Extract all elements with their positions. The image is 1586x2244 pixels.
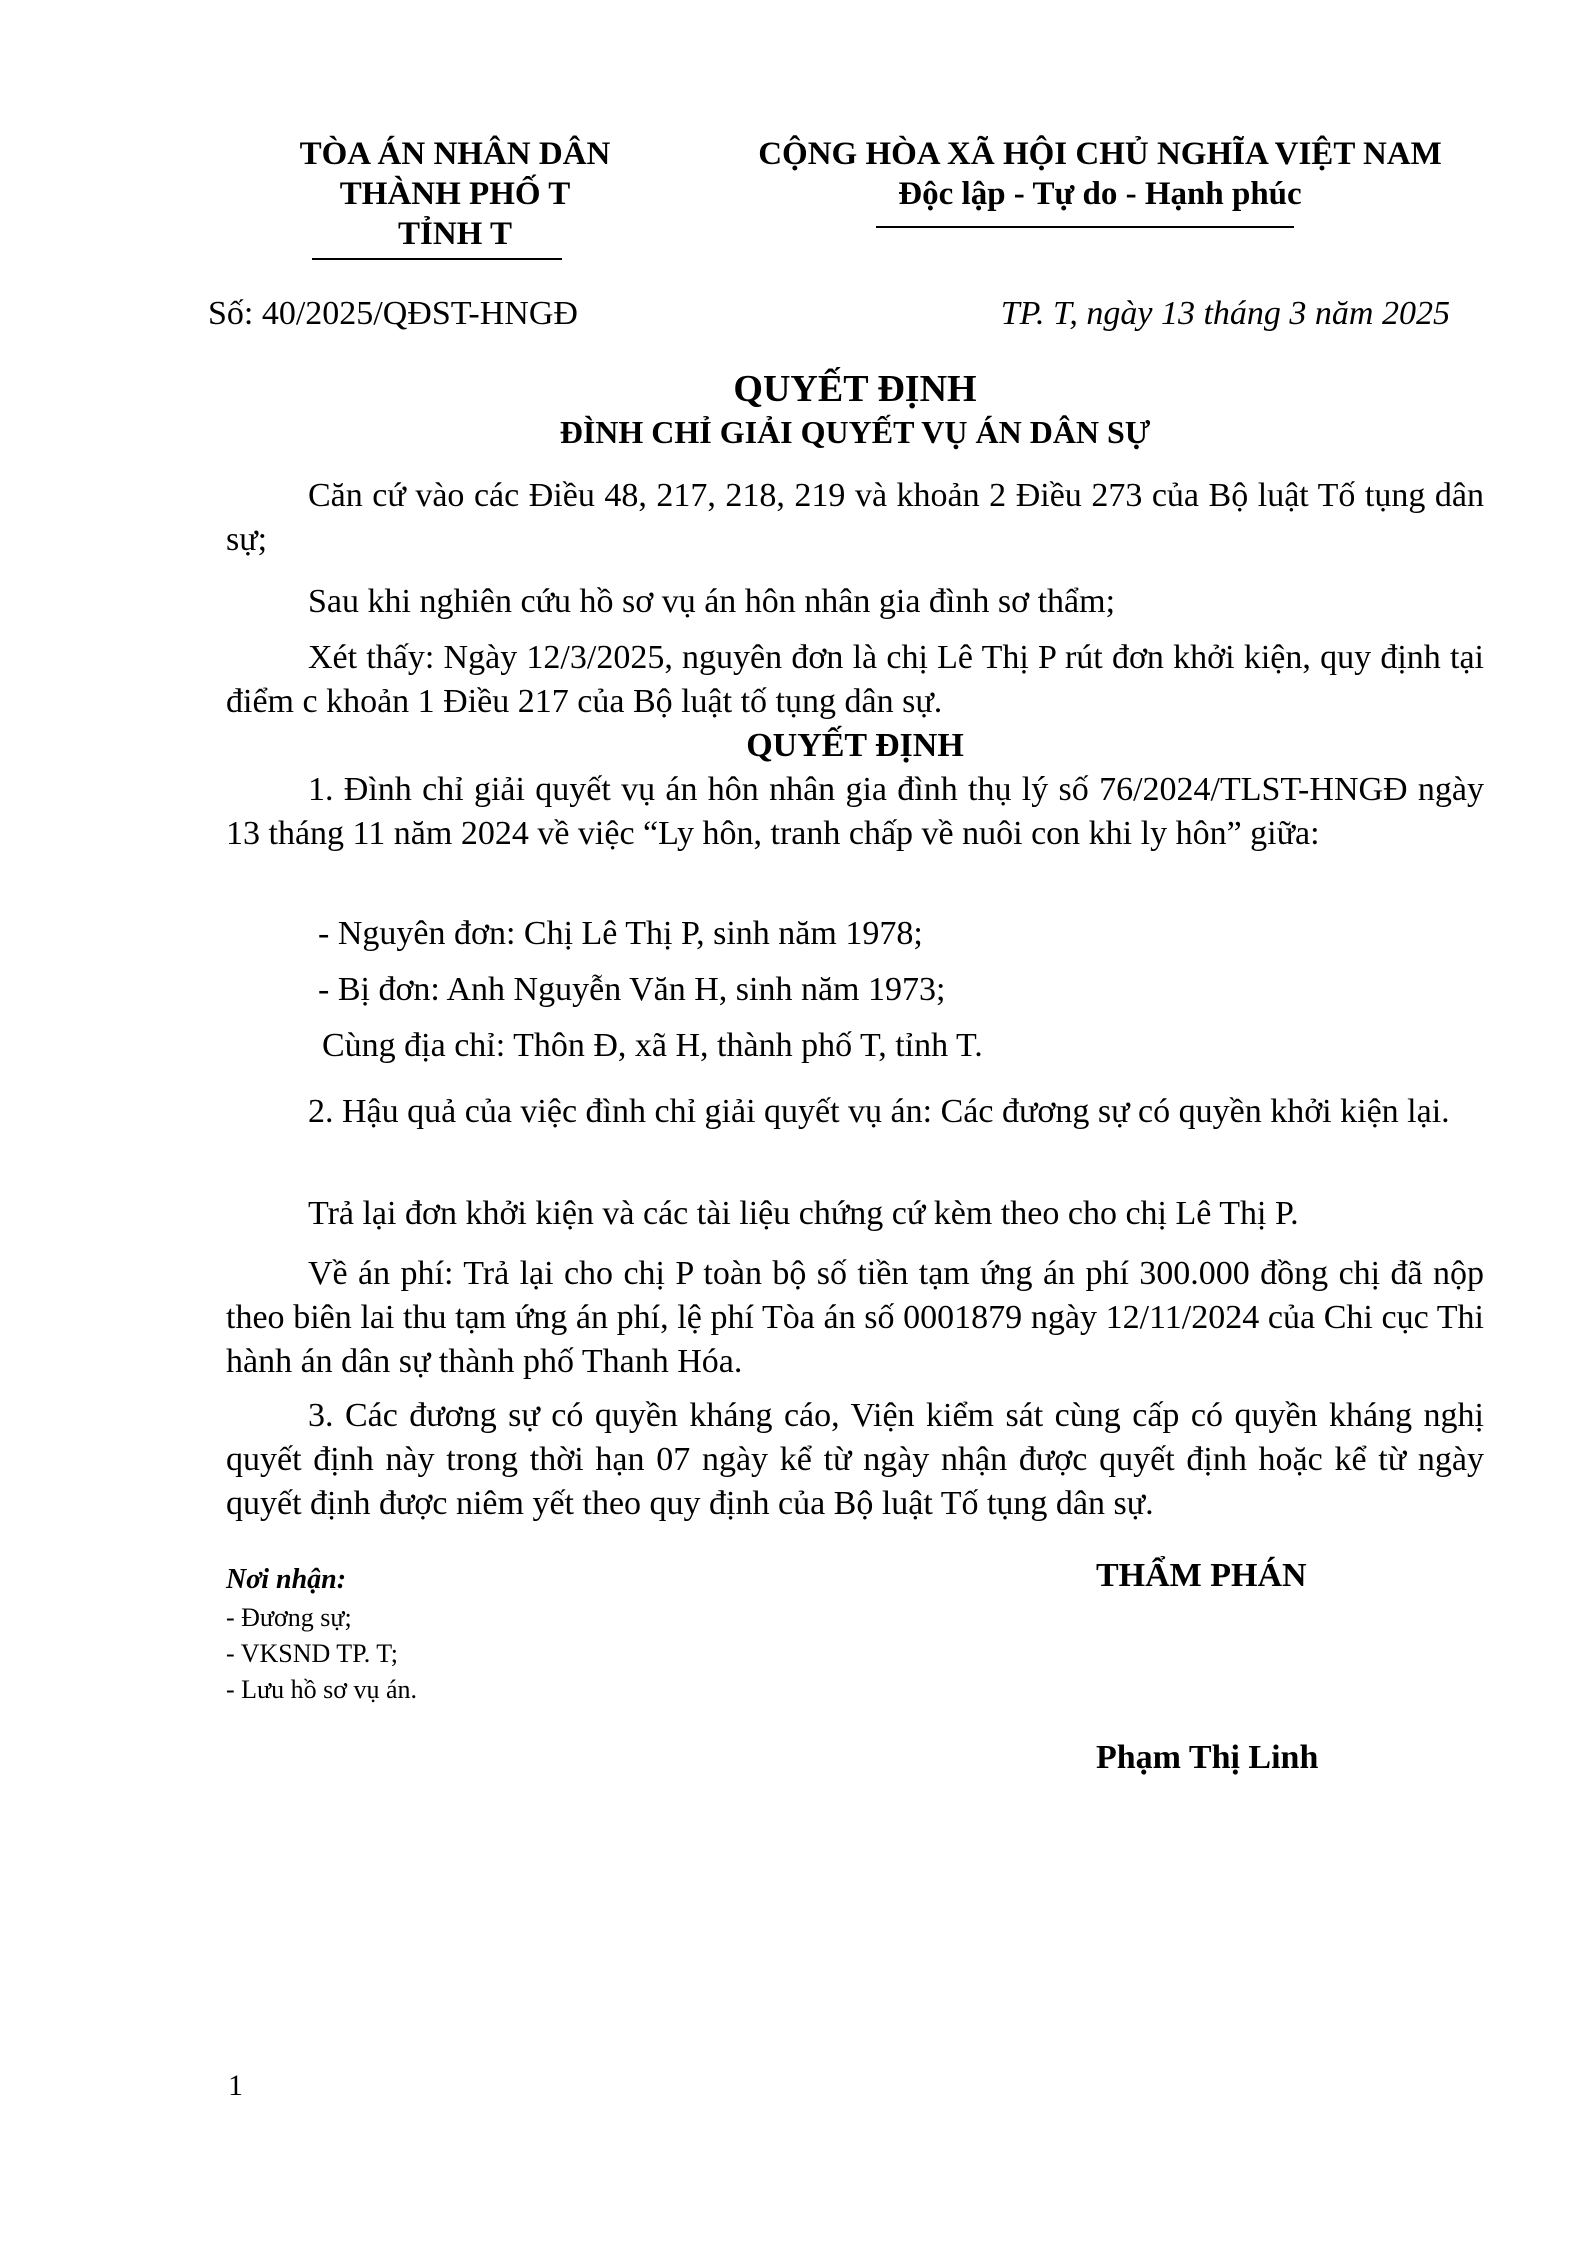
place-date: TP. T, ngày 13 tháng 3 năm 2025 (1000, 295, 1450, 332)
document-number: Số: 40/2025/QĐST-HNGĐ (208, 295, 578, 332)
basis-paragraph-3: Xét thấy: Ngày 12/3/2025, nguyên đơn là chị Lê Thị P rút đơn khởi kiện, quy định tại điểm c khoản 1 Điều 217 của Bộ luật tố tụng dân sự. (226, 639, 1484, 720)
address: Cùng địa chỉ: Thôn Đ, xã H, thành phố T, tỉnh T. (322, 1027, 983, 1064)
recipients-label: Nơi nhận: (226, 1564, 347, 1595)
basis-paragraph-2: Sau khi nghiên cứu hồ sơ vụ án hôn nhân gia đình sơ thẩm; (308, 583, 1116, 620)
decision-item-2: 2. Hậu quả của việc đình chỉ giải quyết vụ án: Các đương sự có quyền khởi kiện lại. (308, 1093, 1450, 1130)
page-number: 1 (228, 2069, 243, 2102)
court-line-3: TỈNH T (397, 216, 513, 252)
return-documents: Trả lại đơn khởi kiện và các tài liệu chứng cứ kèm theo cho chị Lê Thị P. (308, 1195, 1299, 1232)
recipient-3: - Lưu hồ sơ vụ án. (226, 1675, 418, 1704)
court-name-block (270, 134, 640, 254)
plaintiff: - Nguyên đơn: Chị Lê Thị P, sinh năm 1978; (318, 915, 923, 952)
signer-title: THẨM PHÁN (1096, 1557, 1307, 1594)
court-underline (312, 258, 562, 260)
motto-underline (876, 226, 1294, 228)
document-title: QUYẾT ĐỊNH (733, 368, 977, 410)
recipient-2: - VKSND TP. T; (226, 1639, 398, 1668)
defendant: - Bị đơn: Anh Nguyễn Văn H, sinh năm 1973; (318, 971, 946, 1008)
signer-name: Phạm Thị Linh (1096, 1739, 1319, 1776)
decision-heading: QUYẾT ĐỊNH (746, 727, 964, 764)
national-motto-block (700, 134, 1500, 214)
decision-item-3: 3. Các đương sự có quyền kháng cáo, Viện kiểm sát cùng cấp có quyền kháng nghị quyết định này trong thời hạn 07 ngày kể từ ngày nhận được quyết định hoặc kể từ ngày quyết định được niêm yết theo quy định của Bộ luật Tố tụng dân sự. (226, 1397, 1484, 1522)
motto: Độc lập - Tự do - Hạnh phúc (898, 176, 1302, 212)
decision-item-1: 1. Đình chỉ giải quyết vụ án hôn nhân gia đình thụ lý số 76/2024/TLST-HNGĐ ngày 13 tháng 11 năm 2024 về việc “Ly hôn, tranh chấp về nuôi con khi ly hôn” giữa: (226, 771, 1484, 852)
document-subtitle: ĐÌNH CHỈ GIẢI QUYẾT VỤ ÁN DÂN SỰ (559, 414, 1151, 450)
court-fee: Về án phí: Trả lại cho chị P toàn bộ số tiền tạm ứng án phí 300.000 đồng chị đã nộp theo biên lai thu tạm ứng án phí, lệ phí Tòa án số 0001879 ngày 12/11/2024 của Chi cục Thi hành án dân sự thành phố Thanh Hóa. (226, 1255, 1484, 1380)
nation-name: CỘNG HÒA XÃ HỘI CHỦ NGHĨA VIỆT NAM (758, 136, 1442, 172)
court-line-1: TÒA ÁN NHÂN DÂN (299, 136, 611, 172)
basis-paragraph-1: Căn cứ vào các Điều 48, 217, 218, 219 và khoản 2 Điều 273 của Bộ luật Tố tụng dân sự; (226, 477, 1484, 558)
recipient-1: - Đương sự; (226, 1603, 352, 1632)
court-line-2: THÀNH PHỐ T (339, 176, 571, 212)
